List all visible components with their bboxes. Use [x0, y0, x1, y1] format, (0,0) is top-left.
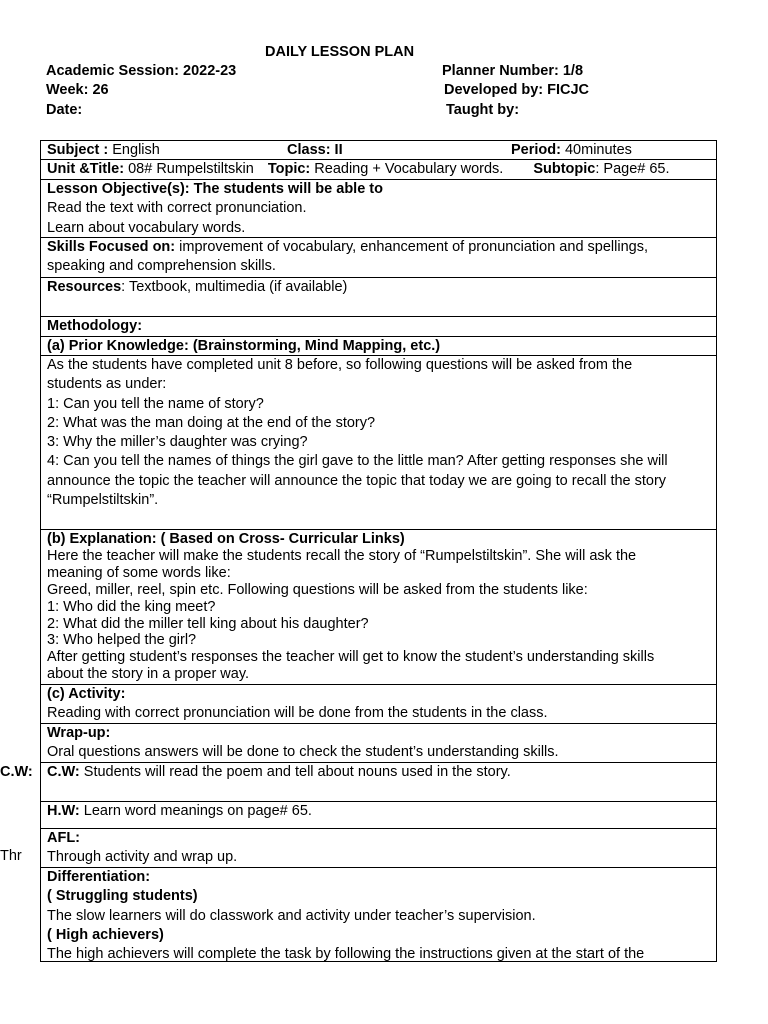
hw-text: Learn word meanings on page# 65.: [79, 803, 312, 819]
resources-label: Resources: [47, 279, 122, 295]
explanation-row: [41, 530, 716, 685]
explanation-line: 3: Who helped the girl?: [47, 632, 197, 649]
prior-line: 3: Why the miller’s daughter was crying?: [47, 434, 308, 451]
explanation-line: 2: What did the miller tell king about his daughter?: [47, 615, 369, 632]
planner-number: Planner Number: 1/8: [442, 63, 584, 79]
topic-value: Reading + Vocabulary words.: [314, 161, 504, 177]
skills-row: [41, 238, 716, 278]
high-achievers-heading: ( High achievers): [47, 926, 164, 943]
wrapup-text: Oral questions answers will be done to check the student’s understanding skills.: [47, 744, 559, 761]
explanation-line: meaning of some words like:: [47, 564, 231, 581]
margin-note-thr: Thr: [0, 848, 22, 864]
academic-session: Academic Session: 2022-23: [46, 63, 237, 79]
period-label: Period:: [511, 142, 561, 158]
prior-row: [41, 356, 716, 530]
prior-line: 2: What was the man doing at the end of the story?: [47, 414, 376, 431]
subtopic-label: Subtopic: [533, 161, 596, 177]
struggling-text: The slow learners will do classwork and activity under teacher’s supervision.: [47, 907, 536, 924]
prior-heading-row: [41, 337, 716, 356]
wrapup-heading: Wrap-up:: [47, 725, 111, 741]
wrapup-row: [41, 724, 716, 763]
differentiation-heading: Differentiation:: [47, 869, 151, 885]
cw-label: C.W:: [47, 764, 80, 780]
prior-line: 1: Can you tell the name of story?: [47, 395, 264, 412]
class-label: Class: II: [287, 142, 343, 158]
skills-text-2: speaking and comprehension skills.: [47, 258, 276, 275]
week: Week: 26: [46, 82, 109, 98]
developed-by: Developed by: FICJC: [444, 82, 590, 98]
objective-row: [41, 180, 716, 238]
prior-line: As the students have completed unit 8 before, so following questions will be asked from the: [47, 357, 633, 373]
explanation-line: After getting student’s responses the teacher will get to know the student’s understanding skills: [47, 649, 655, 666]
subject-value: English: [112, 142, 160, 158]
methodology-row: [41, 317, 716, 337]
margin-note-cw: C.W:: [0, 764, 33, 780]
explanation-line: 1: Who did the king meet?: [47, 598, 216, 615]
objective-line: Read the text with correct pronunciation.: [47, 200, 307, 217]
explanation-line: Here the teacher will make the students recall the story of “Rumpelstiltskin”. She will ask the: [47, 547, 637, 564]
date: Date:: [46, 102, 83, 118]
subtopic-value: : Page# 65.: [595, 161, 670, 177]
objective-heading: Lesson Objective(s): The students will be able to: [47, 181, 383, 197]
topic-label: Topic:: [267, 161, 311, 177]
explanation-line: Greed, miller, reel, spin etc. Following questions will be asked from the students like:: [47, 581, 588, 598]
activity-text: Reading with correct pronunciation will be done from the students in the class.: [47, 705, 548, 722]
prior-line: “Rumpelstiltskin”.: [47, 492, 159, 509]
subject-row: [41, 141, 716, 160]
hw-label: H.W:: [47, 803, 80, 819]
resources-row: [41, 278, 716, 317]
skills-text: improvement of vocabulary, enhancement of pronunciation and spellings,: [175, 239, 648, 255]
classwork-row: [41, 763, 716, 802]
cw-text: Students will read the poem and tell about nouns used in the story.: [79, 764, 511, 780]
prior-line: 4: Can you tell the names of things the girl gave to the little man? After getting responses she will: [47, 453, 668, 470]
high-achievers-text: The high achievers will complete the task by following the instructions given at the start of the: [47, 946, 645, 961]
afl-text: Through activity and wrap up.: [47, 849, 238, 866]
taught-by: Taught by:: [446, 102, 520, 118]
afl-heading: AFL:: [47, 830, 81, 846]
unit-row: [41, 160, 716, 180]
lesson-table: [40, 140, 717, 962]
page-title: DAILY LESSON PLAN: [265, 44, 415, 60]
differentiation-row: [41, 868, 716, 961]
homework-row: [41, 802, 716, 829]
prior-line: students as under:: [47, 376, 167, 393]
struggling-heading: ( Struggling students): [47, 888, 198, 905]
subject-label: Subject :: [47, 142, 109, 158]
unit-value: 08# Rumpelstiltskin: [128, 161, 254, 177]
explanation-line: about the story in a proper way.: [47, 666, 250, 683]
period-value: 40minutes: [564, 142, 632, 158]
resources-value: : Textbook, multimedia (if available): [121, 279, 348, 295]
objective-line: Learn about vocabulary words.: [47, 219, 246, 236]
activity-heading: (c) Activity:: [47, 686, 126, 702]
afl-row: [41, 829, 716, 868]
methodology-heading: Methodology:: [47, 318, 143, 334]
activity-row: [41, 685, 716, 724]
skills-label: Skills Focused on:: [47, 239, 176, 255]
unit-label: Unit &Title:: [47, 161, 125, 177]
prior-line: announce the topic the teacher will announce the topic that today we are going to recall the story: [47, 472, 667, 489]
prior-heading: (a) Prior Knowledge: (Brainstorming, Mind Mapping, etc.): [47, 338, 441, 354]
explanation-heading: (b) Explanation: ( Based on Cross- Curricular Links): [47, 531, 405, 547]
